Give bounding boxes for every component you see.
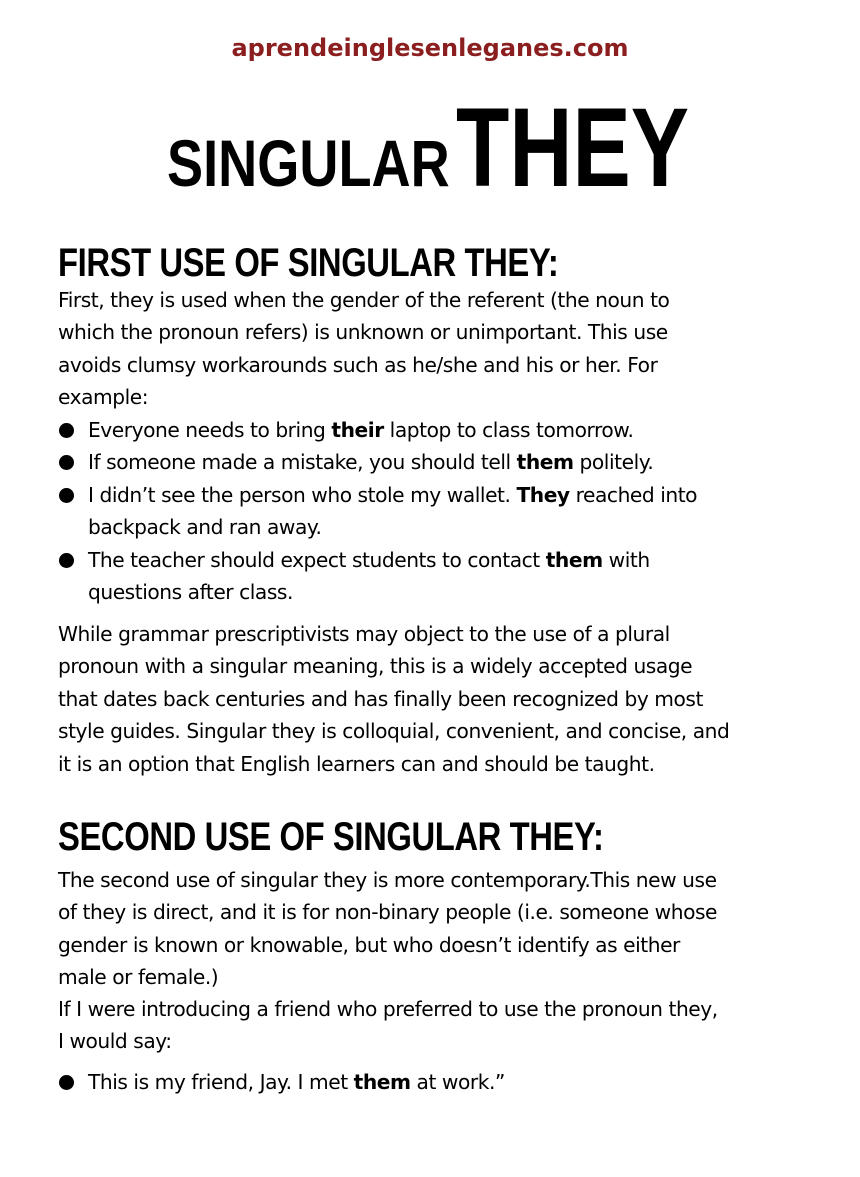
section1-closing [58,618,848,780]
list-item: If someone made a mistake, you should tell them politely. [58,446,848,478]
list-item: I didn’t see the person who stole my wallet. They reached into backpack and ran away. [58,479,848,544]
section1-example-list [58,414,848,608]
text-line: gender is known or knowable, but who doesn’t identify as either [58,932,680,957]
text-line: If I were introducing a friend who preferred to use the pronoun they, [58,997,718,1021]
bullet-icon [59,553,74,568]
bullet-icon [59,1075,74,1090]
bullet-icon [59,455,74,470]
page-title [0,85,860,210]
text-line: that dates back centuries and has finally been recognized by most [58,686,703,711]
text-line: First, they is used when the gender of the referent (the noun to [58,288,670,312]
section1-heading: FIRST USE OF SINGULAR THEY: [58,241,559,285]
text-line: which the pronoun refers) is unknown or unimportant. This use [58,320,668,345]
section2-intro [58,864,848,994]
title-word-singular: SINGULAR [167,126,450,200]
list-item: This is my friend, Jay. I met them at work.” [58,1066,848,1098]
bullet-icon [59,488,74,503]
section2-heading: SECOND USE OF SINGULAR THEY: [58,815,604,859]
list-item: Everyone needs to bring their laptop to class tomorrow. [58,414,848,446]
section2-example-list [58,1066,848,1098]
section1-intro [58,284,848,414]
text-line: of they is direct, and it is for non-binary people (i.e. someone whose [58,900,718,925]
text-line: I would say: [58,1029,172,1054]
text-line: it is an option that English learners can and should be taught. [58,751,655,776]
text-line: The second use of singular they is more contemporary.This new use [58,868,717,892]
list-item: The teacher should expect students to contact them with questions after class. [58,544,848,609]
text-line: avoids clumsy workarounds such as he/she and his or her. For [58,352,658,377]
text-line: While grammar prescriptivists may object to the use of a plural [58,622,670,646]
text-line: pronoun with a singular meaning, this is a widely accepted usage [58,654,693,679]
text-line: style guides. Singular they is colloquial, convenient, and concise, and [58,719,730,744]
text-line: male or female.) [58,965,219,990]
section2-lead [58,993,848,1058]
title-word-they: THEY [456,85,690,210]
site-url: aprendeinglesenleganes.com [231,34,629,62]
text-line: example: [58,385,149,410]
bullet-icon [59,423,74,438]
